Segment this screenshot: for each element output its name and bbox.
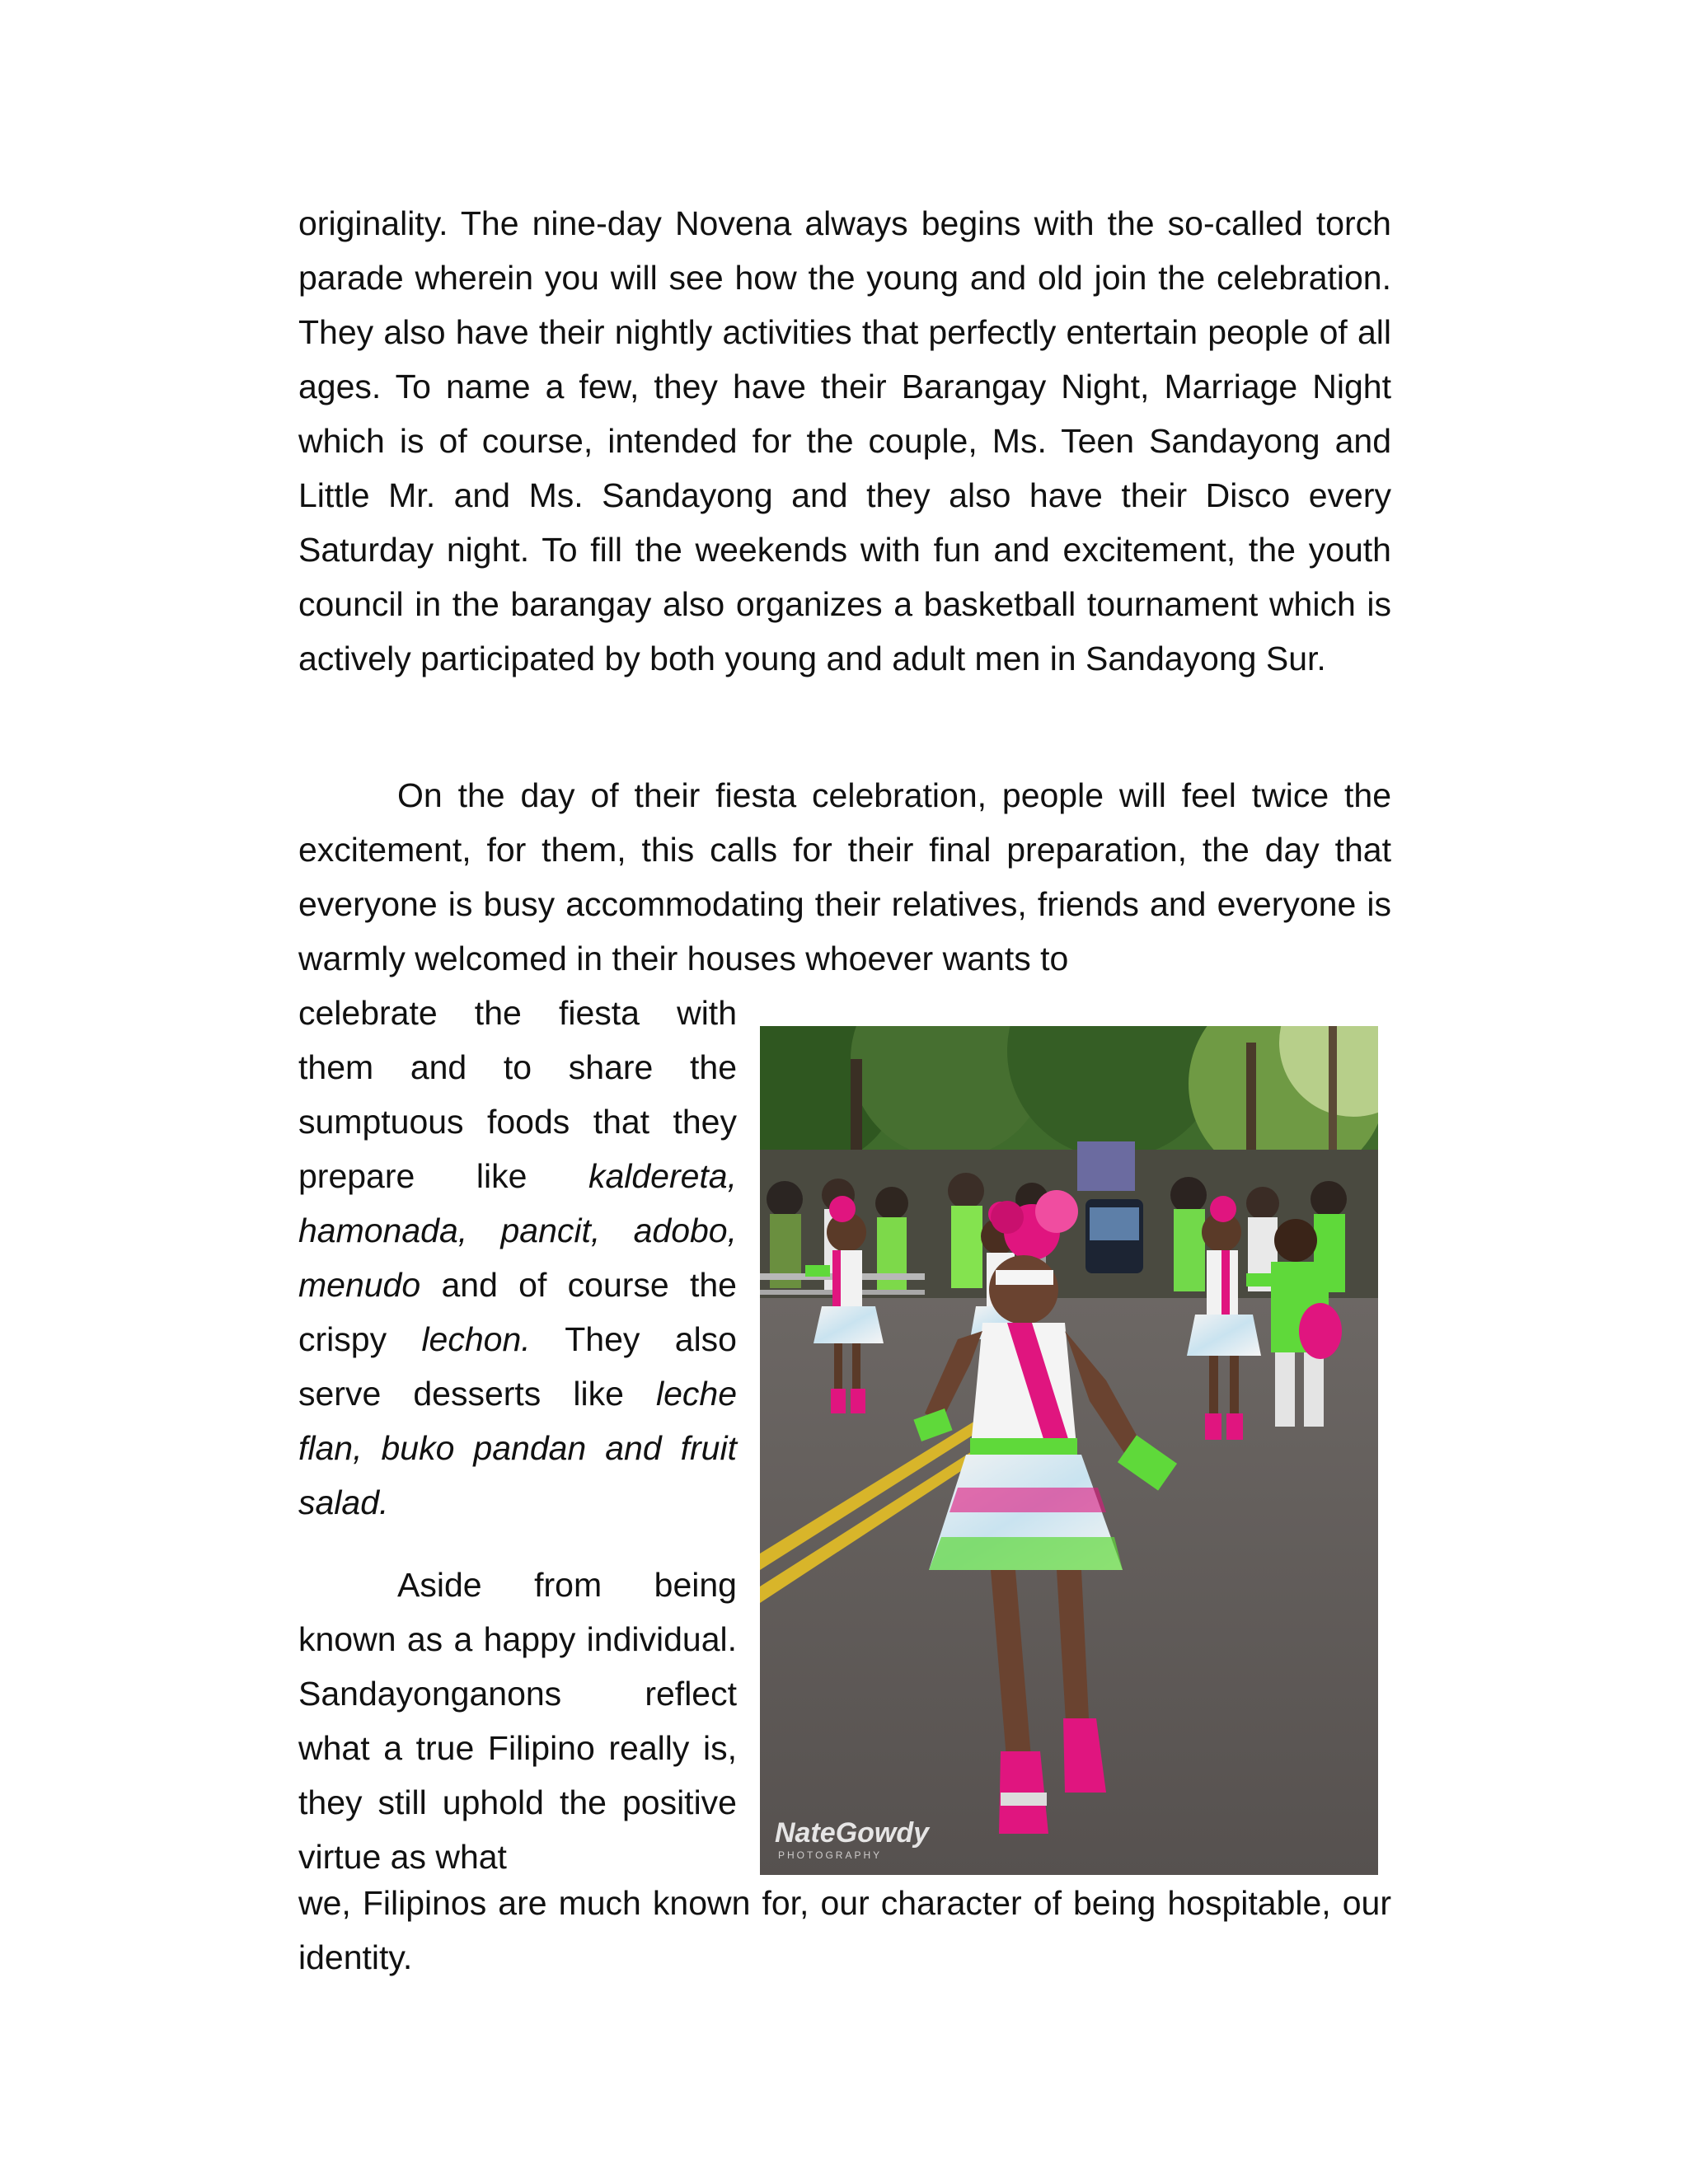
paragraph-novena-text: originality. The nine-day Novena always begins with the so-called torch parade wherein you will see how the young and old join the celebration. They also have their nightly activities that perfectly entertain people of all ages. To name a few, they have their Barangay Night, Marriage Night which is of course, intended for the couple, Ms. Teen Sandayong and Little Mr. and Ms. Sandayong and they also have their Disco every Saturday night. To fill the weekends with fun and excitement, the youth council in the barangay also organizes a basketball tournament which is actively participated by both young and adult men in Sandayong Sur. [298, 204, 1391, 677]
hospitality-text: Aside from being known as a happy individual. Sandayonganons reflect what a true Filipino really is, they still uphold the positive virtue as what [298, 1566, 737, 1876]
parade-photo [760, 1026, 1378, 1875]
paragraph-hospitality-narrow [298, 1558, 737, 1884]
paragraph-fiesta-full-text: On the day of their fiesta celebration, people will feel twice the excitement, for them, this calls for their final preparation, the day that everyone is busy accommodating their relatives, friends and everyone is warmly welcomed in their houses whoever wants to [298, 776, 1391, 977]
watermark-logo-text: NateGowdy [775, 1817, 930, 1849]
fiesta-desserts-italic: leche flan, buko pandan and fruit salad. [298, 1375, 737, 1521]
paragraph-hospitality-end [298, 1876, 1391, 1985]
parade-photo-illustration [760, 1026, 1378, 1875]
watermark-sub-text: PHOTOGRAPHY [778, 1849, 883, 1861]
fiesta-text-b: and of course the crispy [298, 1266, 737, 1358]
fiesta-text-c: They also serve desserts like [298, 1320, 737, 1413]
paragraph-hospitality-indented [298, 1558, 737, 1884]
fiesta-lechon-italic: lechon. [421, 1320, 531, 1358]
paragraph-novena [298, 196, 1391, 686]
fiesta-foods-italic: kaldereta, hamonada, pancit, adobo, menudo [298, 1157, 737, 1304]
hospitality-end-text: we, Filipinos are much known for, our character of being hospitable, our identity. [298, 1884, 1391, 1976]
paragraph-fiesta-full-width [298, 768, 1391, 986]
paragraph-fiesta-narrow [298, 986, 737, 1530]
fiesta-text-a: celebrate the fiesta with them and to share the sumptuous foods that they prepare like [298, 994, 737, 1195]
